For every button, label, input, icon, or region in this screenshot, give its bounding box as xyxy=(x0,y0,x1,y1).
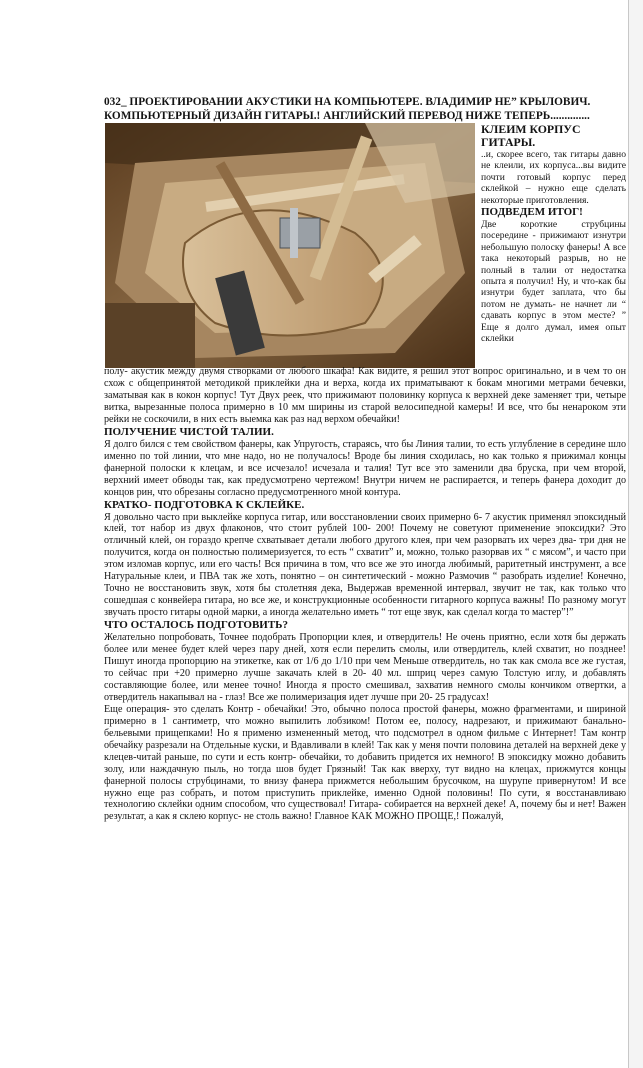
document-header xyxy=(104,95,624,123)
guitar-body-clamping-photo xyxy=(105,123,475,368)
sidebar-heading-1: КЛЕИМ КОРПУС ГИТАРЫ. xyxy=(481,122,581,149)
sidebar-paragraph-1: ..и, скорее всего, так гитары давно не клеили, их корпуса...вы видите почти готовый корпус перед склейкой – нужно еще сделать некоторые приготовления. xyxy=(481,149,626,206)
main-text-column xyxy=(104,366,626,823)
main-paragraph-4: Желательно попробовать, Точнее подобрать Пропорции клея, и отвердитель! Не очень приятно, если хотя бы держать более или менее будет клей через пару дней, хотя если перелить смолы, или отвердитель, клей схватит, но позднее! Пишут иногда пропорцию на этикетке, как от 1/6 до 1/10 при чем Меньше отвердитель, но так как смола все же густая, то сейчас при +20 примерно лучше закачать клей в 20- 40 мл. шприц через самую Толстую иглу, и добавлять составляющие более, или менее точно! Иногда я просто смешивал, захватив немного смолы кончиком отвертки, а отвердитель накапывал на - глаз! Все же полимеризация идет лучше при 20- 25 градусах! xyxy=(104,632,626,703)
section-heading-waist: ПОЛУЧЕНИЕ ЧИСТОЙ ТАЛИИ. xyxy=(104,425,274,438)
main-paragraph-3: Я довольно часто при выклейке корпуса гитар, или восстановлении своих примерно 6- 7 акустик применял эпоксидный клей, тот набор из двух флаконов, что стоит рублей 100- 200! Почему не советуют применение эпоксидки? Это отличный клей, он гораздо крепче схватывает детали любого другого клея, при чем разорвать их через два- три дня не получится, когда он полностью полимеризуется, то есть “ схватит” и, можно, только разорвав их “ с мясом”, и часто при этом изломав корпус, или его часть! Вся причина в том, что все же это иногда любимый, раритетный инструмент, а все Натуральные клеи, и ПВА так же хоть, понятно – он синтетический - можно Размочив “ разобрать изделие! Конечно, Точно не восстановить звук, хотя бы столетняя дека, Выдержав временной интервал, звучит не так, как только что сошедшая с конвейера гитара, но все же, и конструкционные особенности гитарного корпуса важны! По разному могут звучать просто гитары одной марки, а иногда желательно иметь “ тот еще звук, как сделал когда то мастер”!” xyxy=(104,511,626,619)
main-paragraph-2: Я долго бился с тем свойством фанеры, как Упругость, стараясь, что бы Линия талии, то есть углубление в середине шло именно по той линии, что мне надо, но не получалось! Вроде бы линия сходилась, но как только я прижимал концы фанерной полоски к клецам, и все исчезало! исчезала и талия! Тут все это заменили два бруска, при чем второй, верхний имеет обводы так, как предусмотрено чертежом! Внутри ничем не распирается, и теперь фанера доходит до концов рин, что обрезаны согласно предусмотренного мной контура. xyxy=(104,438,626,498)
sidebar-paragraph-2: Две короткие струбцины посередине - прижимают изнутри небольшую полоску фанеры! А все така некоторый разрыв, но не полный в талии от недостатка опыта я получил! Ну, и что-как бы изнутри будет заплата, что бы потом не думать- не начнет ли “ сдавать корпус в этом месте? ” Еще я долго думал, имея опыт склейки xyxy=(481,219,626,345)
sidebar-heading-2: ПОДВЕДЕМ ИТОГ! xyxy=(481,206,583,219)
main-paragraph-5: Еще операция- это сделать Контр - обечайки! Это, обычно полоса простой фанеры, можно фрагментами, и шириной примерно в 1 сантиметр, что можно выпилить лобзиком! Потом ее, полосу, надрезают, и прижимают банально- бельевыми прищепками! Но я применю измененный метод, что подсмотрел в одном фильме с Интернет! Там контр обечайку разрезали на Отдельные куски, и Вдавливали в клей! Так как у меня почти половина деталей на верхней деке у клецев-читай раньше, по сути и есть контр- обечайки, то добавить придется их немного! В эпоксидку можно добавить золу, или наждачную пыль, но тогда шов будет Грязный! Так как вверху, тут видно на клецах, прижмутся концы фанерной полосы струбцинами, то внизу фанера прижмется небольшим брусочком, на шурупе привернутом! И все нужно еще раз собрать, и потом приступить приклейке, именно Одной половины! По сути, я восстанавливаю технологию склейки одним способом, что существовал! Гитара- собирается на верхней деке! А, почему бы и нет! Важен результат, а как я склею корпус- не столь важно! Главное КАК МОЖНО ПРОЩЕ,! Пожалуй, xyxy=(104,703,626,823)
sidebar-column xyxy=(481,123,626,345)
header-line-1: 032_ ПРОЕКТИРОВАНИИ АКУСТИКИ НА КОМПЬЮТЕРЕ. ВЛАДИМИР НЕ” КРЫЛОВИЧ. xyxy=(104,96,591,108)
header-line-2: КОМПЬЮТЕРНЫЙ ДИЗАЙН ГИТАРЫ.! АНГЛИЙСКИЙ ПЕРЕВОД НИЖЕ ТЕПЕРЬ.............. xyxy=(104,110,590,122)
main-paragraph-1: полу- акустик между двумя створками от любого шкафа! Как видите, я решил этот вопрос оригинально, и в чем то он схож с общепринятой методикой приклейки дна и верха, когда их приматывают к бокам многими метрами бечевки, заматывая как в кокон корпус! Тут Двух реек, что прижимают половинку корпуса к верхней деке заменяет три, четыре витка, вырезанные полоса примерно в 10 мм ширины из старой велосипедной камеры! И все, что бы ненароком эти рейки не соскочили, в них есть выемка как раз над верхом обечайки! xyxy=(104,366,626,425)
page-edge xyxy=(628,0,643,1068)
section-heading-preparation: КРАТКО- ПОДГОТОВКА К СКЛЕЙКЕ. xyxy=(104,498,305,511)
section-heading-remaining: ЧТО ОСТАЛОСЬ ПОДГОТОВИТЬ? xyxy=(104,619,288,632)
